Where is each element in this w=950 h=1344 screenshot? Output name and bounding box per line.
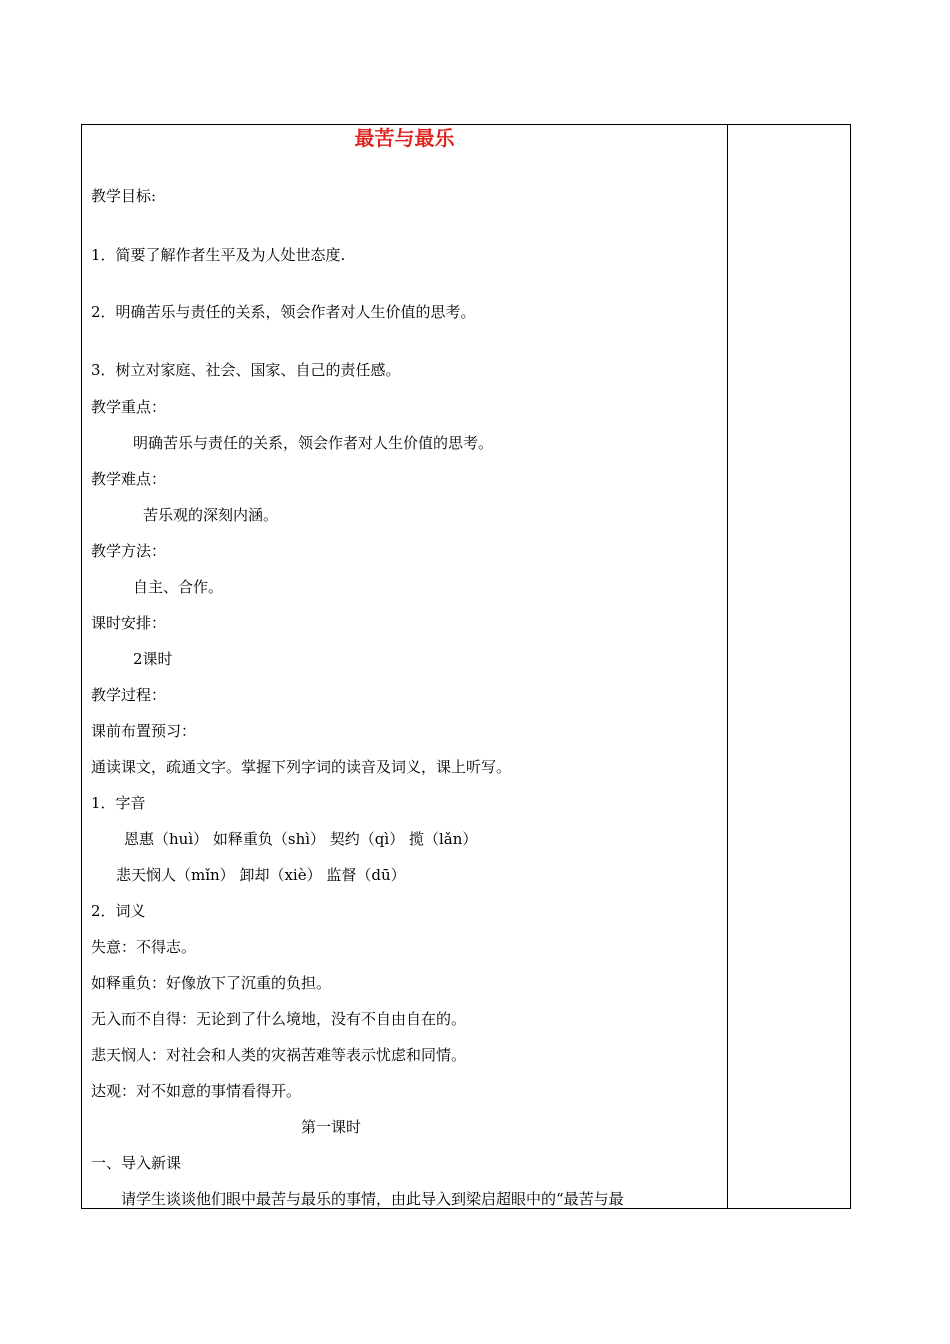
difficulties-text: 苦乐观的深刻内涵。 [143,506,279,524]
key-points-text: 明确苦乐与责任的关系，领会作者对人生价值的思考。 [133,434,494,452]
intro-text: 请学生谈谈他们眼中最苦与最乐的事情，由此导入到梁启超眼中的“最苦与最 [121,1190,624,1208]
preview-heading: 课前布置预习： [91,722,197,740]
intro-heading: 一、导入新课 [91,1154,182,1172]
vocabulary-item-1: 失意：不得志。 [91,938,197,956]
vocabulary-item-3: 无入而不自得：无论到了什么境地，没有不自由自在的。 [91,1010,467,1028]
pronunciation-heading: 1．字音 [91,794,146,812]
schedule-heading: 课时安排： [91,614,167,632]
preview-text: 通读课文，疏通文字。掌握下列字词的读音及词义，课上听写。 [91,758,512,776]
process-heading: 教学过程： [91,686,167,704]
pronunciation-line-1: 恩惠（huì） 如释重负（shì） 契约（qì） 揽（lǎn） [124,830,478,848]
goal-item-1: 1．简要了解作者生平及为人处世态度. [91,246,346,264]
methods-heading: 教学方法： [91,542,167,560]
difficulties-heading: 教学难点： [91,470,167,488]
pronunciation-line-2: 悲天悯人（mǐn） 卸却（xiè） 监督（dū） [116,866,406,884]
document-title: 最苦与最乐 [354,126,455,150]
table-column-divider [727,124,728,1209]
goal-item-2: 2．明确苦乐与责任的关系，领会作者对人生价值的思考。 [91,303,476,321]
vocabulary-heading: 2．词义 [91,902,146,920]
teaching-goals-heading: 教学目标: [91,187,157,205]
methods-text: 自主、合作。 [133,578,224,596]
key-points-heading: 教学重点： [91,398,167,416]
first-lesson-heading: 第一课时 [301,1118,362,1136]
goal-item-3: 3．树立对家庭、社会、国家、自己的责任感。 [91,361,401,379]
vocabulary-item-2: 如释重负：好像放下了沉重的负担。 [91,974,332,992]
vocabulary-item-4: 悲天悯人：对社会和人类的灾祸苦难等表示忧虑和同情。 [91,1046,467,1064]
vocabulary-item-5: 达观：对不如意的事情看得开。 [91,1082,302,1100]
schedule-text: 2课时 [133,650,173,668]
